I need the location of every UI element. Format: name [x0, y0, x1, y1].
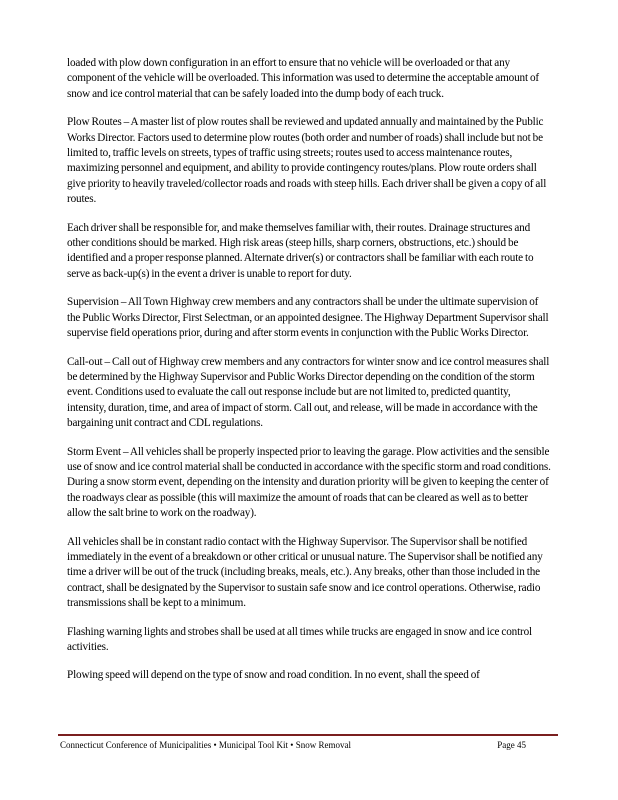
paragraph-storm-event: Storm Event – All vehicles shall be properly inspected prior to leaving the garage. Plow activities and the sensible use of snow and ice control material shall be conducted in accordance with the specific storm and road conditions. During a snow storm event, depending on the intensity and duration priority will be given to keeping the center of the roadways clear as possible (this will maximize the amount of roads that can be cleared as well as to better allow the salt brine to work on the roadway).	[67, 445, 551, 520]
paragraph-plowing-speed: Plowing speed will depend on the type of snow and road condition. In no event, shall the speed of	[67, 669, 480, 682]
paragraph-plow-routes: Plow Routes – A master list of plow routes shall be reviewed and updated annually and maintained by the Public Works Director. Factors used to determine plow routes (both order and number of roads) shall include but not be limited to, traffic levels on streets, types of traffic using streets; routes used to access maintenance routes, maximizing personnel and equipment, and ability to provide contingency routes/plans. Plow route orders shall give priority to heavily traveled/collector roads and roads with steep hills. Each driver shall be given a copy of all routes.	[67, 116, 547, 206]
footer-divider	[58, 734, 558, 736]
body-text	[67, 56, 551, 697]
footer-page-number: Page 45	[497, 740, 526, 750]
page-footer	[60, 739, 558, 753]
paragraph-supervision: Supervision – All Town Highway crew members and any contractors shall be under the ultimate supervision of the Public Works Director, First Selectman, or an appointed designee. The Highway Department Supervisor shall supervise field operations prior, during and after storm events in conjunction with the Public Works Director.	[67, 296, 549, 340]
paragraph-driver-responsibility: Each driver shall be responsible for, and make themselves familiar with, their routes. Drainage structures and other conditions should be marked. High risk areas (steep hills, sharp corners, obstructions, etc.) should be identified and a proper response planned. Alternate driver(s) or contractors shall be familiar with each route to serve as back-up(s) in the event a driver is unable to report for duty.	[67, 221, 534, 280]
paragraph-load-config: loaded with plow down configuration in an effort to ensure that no vehicle will be overloaded or that any component of the vehicle will be overloaded. This information was used to determine the acceptable amount of snow and ice control material that can be safely loaded into the dump body of each truck.	[67, 57, 539, 100]
footer-title: Connecticut Conference of Municipalities • Municipal Tool Kit • Snow Removal	[60, 740, 351, 750]
paragraph-radio-contact: All vehicles shall be in constant radio contact with the Highway Supervisor. The Supervisor shall be notified immediately in the event of a breakdown or other critical or unusual nature. The Supervisor shall be notified any time a driver will be out of the truck (including breaks, meals, etc.). Any breaks, other than those included in the contract, shall be designated by the Supervisor to sustain safe snow and ice control operations. Otherwise, radio transmissions shall be kept to a minimum.	[67, 535, 543, 610]
paragraph-call-out: Call-out – Call out of Highway crew members and any contractors for winter snow and ice control measures shall be determined by the Highway Supervisor and Public Works Director depending on the condition of the storm event. Conditions used to evaluate the call out response include but are not limited to, predicted quantity, intensity, duration, time, and area of impact of storm. Call out, and release, will be made in accordance with the bargaining unit contract and CDL regulations.	[67, 355, 550, 430]
paragraph-flashing-lights: Flashing warning lights and strobes shall be used at all times while trucks are engaged in snow and ice control activities.	[67, 625, 533, 653]
